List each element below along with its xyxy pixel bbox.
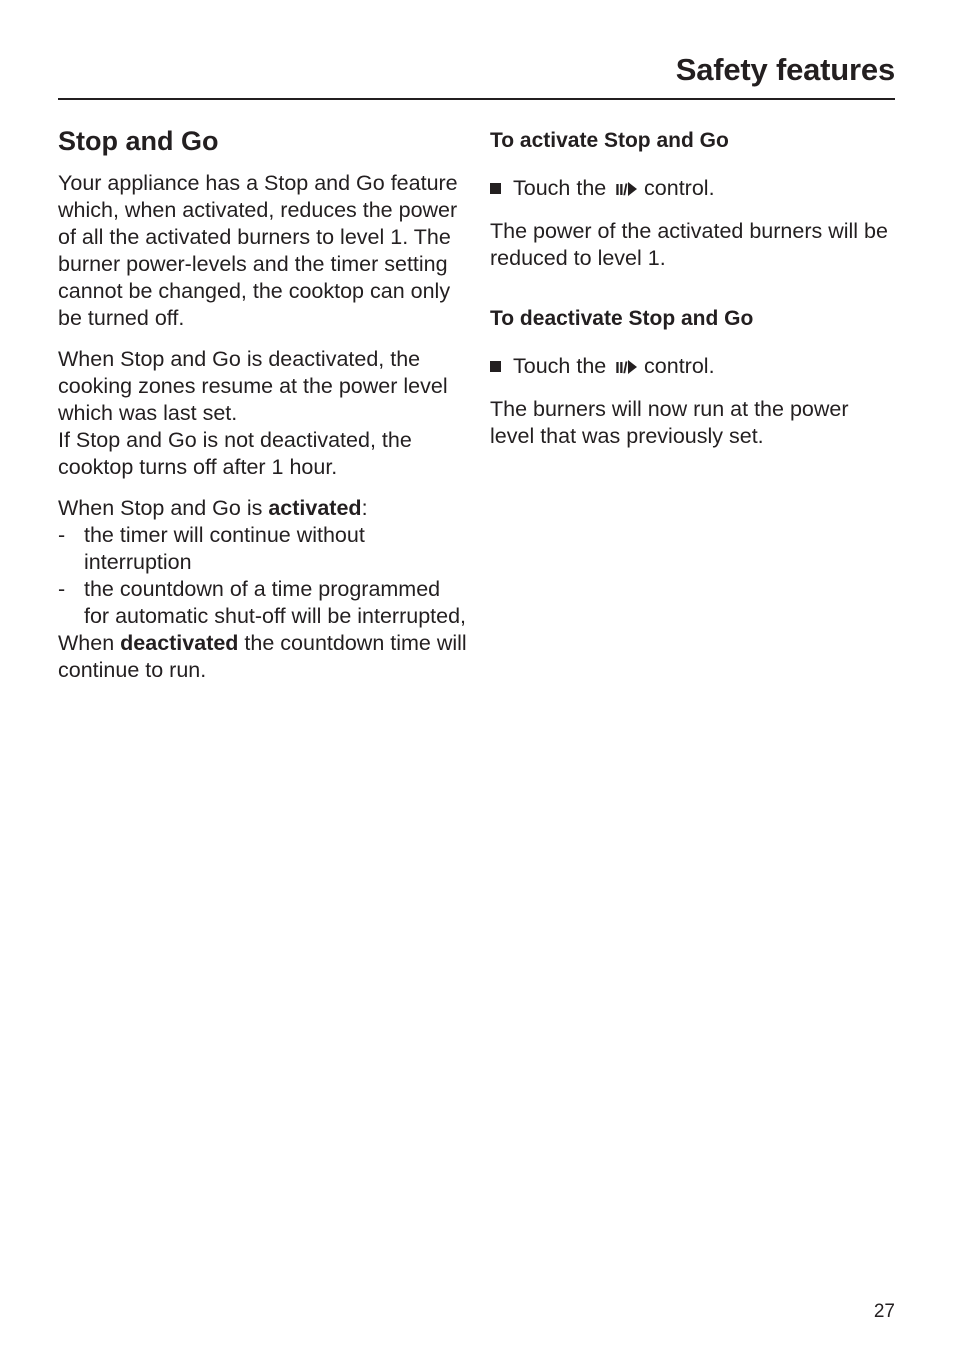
step-text-suffix: control. <box>638 176 715 200</box>
play-triangle-icon <box>628 360 637 374</box>
deactivate-result: The burners will now run at the power level that was previously set. <box>490 397 849 448</box>
intro-paragraph: Your appliance has a Stop and Go feature which, when activated, reduces the power of all the activated burners to level 1. The burner power-levels and the timer setting cannot be changed, the cooktop can only be turned off. <box>58 171 458 330</box>
page-header <box>58 50 895 100</box>
right-column <box>490 122 895 464</box>
step-text: Touch the <box>513 354 613 378</box>
step-text: Touch the <box>513 176 613 200</box>
dash-bullet-icon: - <box>58 577 66 601</box>
deactivated-note <box>58 630 468 684</box>
left-column <box>58 122 468 698</box>
section-heading: Stop and Go <box>58 126 219 156</box>
deactivation-paragraph <box>58 346 468 481</box>
pause-play-icon <box>615 177 637 204</box>
list-item-text: the timer will continue without interruption <box>84 523 365 574</box>
deactivation-text: When Stop and Go is deactivated, the cooking zones resume at the power level which was last set. <box>58 347 448 425</box>
play-triangle-icon <box>628 182 637 196</box>
list-item <box>58 522 468 576</box>
list-item-text: the countdown of a time programmed for automatic shut-off will be interrupted, <box>84 577 467 628</box>
activate-result: The power of the activated burners will be reduced to level 1. <box>490 219 888 270</box>
pause-play-icon <box>615 355 637 382</box>
list-item <box>58 576 468 630</box>
deactivate-heading: To deactivate Stop and Go <box>490 307 754 330</box>
activated-emphasis: activated <box>268 496 362 520</box>
activate-step <box>490 175 895 204</box>
page-number: 27 <box>873 1301 895 1322</box>
step-text-suffix: control. <box>638 354 715 378</box>
deactivated-suffix: the countdown time will continue to run. <box>58 631 467 682</box>
page-title: Safety features <box>675 52 895 87</box>
deactivate-step <box>490 353 895 382</box>
activated-effects-list <box>58 522 468 630</box>
activated-intro-text: When Stop and Go is <box>58 496 269 520</box>
square-bullet-icon <box>490 183 501 194</box>
activated-behaviour <box>58 495 468 684</box>
activate-heading: To activate Stop and Go <box>490 129 729 152</box>
auto-off-text: If Stop and Go is not deactivated, the cooktop turns off after 1 hour. <box>58 428 412 479</box>
pause-play-icon-label: II/ <box>615 182 628 199</box>
square-bullet-icon <box>490 361 501 372</box>
dash-bullet-icon: - <box>58 523 66 547</box>
activated-colon: : <box>361 496 368 520</box>
deactivated-prefix: When <box>58 631 121 655</box>
pause-play-icon-label: II/ <box>615 360 628 377</box>
deactivated-emphasis: deactivated <box>120 631 239 655</box>
activated-intro <box>58 495 468 522</box>
